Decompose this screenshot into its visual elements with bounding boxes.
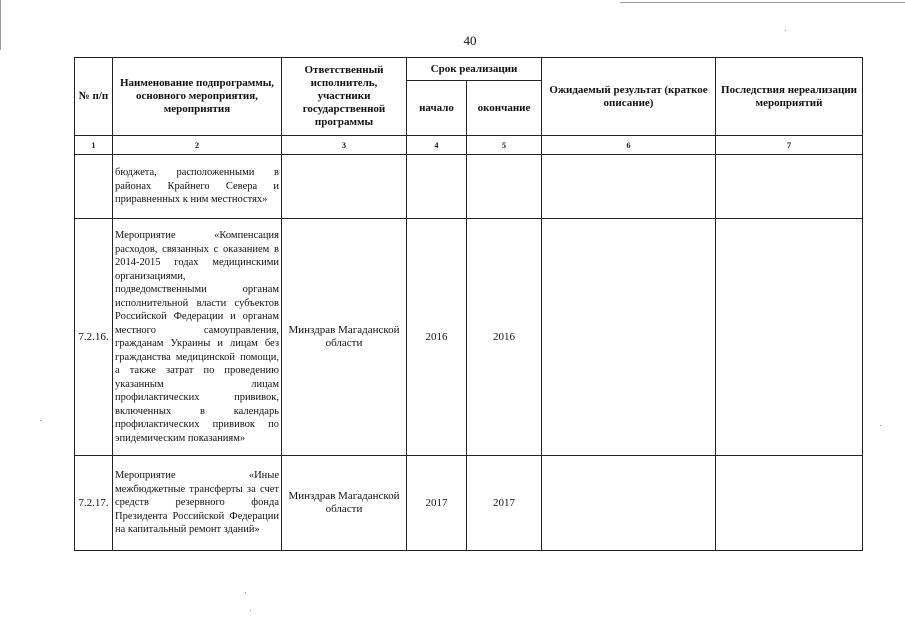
row-start: 2017 <box>407 456 467 551</box>
column-number: 1 <box>75 136 113 155</box>
row-name: Мероприятие «Компенсация расходов, связанных с оказанием в 2014-2015 годах медицинскими организациями, подведомственными органам исполнительной власти субъектов Российской Федерации и органам местного самоуправления, гражданам Украины и лицам без гражданства медицинской помощи, а также затрат по проведению указанным лицам профилактических прививок, включенных в календарь профилактических прививок по эпидемическим показаниям» <box>113 219 282 456</box>
row-start: 2016 <box>407 219 467 456</box>
row-result <box>542 456 716 551</box>
header-num: № п/п <box>75 58 113 136</box>
table-row <box>75 456 863 551</box>
header-period: Срок реализации <box>407 58 542 81</box>
scan-speck <box>245 592 246 593</box>
row-num <box>75 155 113 219</box>
row-start <box>407 155 467 219</box>
row-end: 2016 <box>467 219 542 456</box>
column-number: 4 <box>407 136 467 155</box>
header-executor: Ответственный исполнитель, участники государственной программы <box>282 58 407 136</box>
column-number: 6 <box>542 136 716 155</box>
row-end <box>467 155 542 219</box>
row-end: 2017 <box>467 456 542 551</box>
column-number-row <box>75 136 863 155</box>
row-result <box>542 155 716 219</box>
header-name: Наименование подпрограммы, основного мероприятия, мероприятия <box>113 58 282 136</box>
page-number: 40 <box>463 33 477 48</box>
row-name: бюджета, расположенными в районах Крайнего Севера и приравненных к ним местностях» <box>113 155 282 219</box>
table-row <box>75 219 863 456</box>
scan-edge-line-left <box>0 0 1 50</box>
row-name: Мероприятие «Иные межбюджетные трансферты за счет средств резервного фонда Президента Российской Федерации на капитальный ремонт зданий» <box>113 456 282 551</box>
table-row <box>75 155 863 219</box>
row-result <box>542 219 716 456</box>
row-num: 7.2.17. <box>75 456 113 551</box>
header-result: Ожидаемый результат (краткое описание) <box>542 58 716 136</box>
row-consequences <box>716 219 863 456</box>
header-row-1 <box>75 58 863 81</box>
column-number: 5 <box>467 136 542 155</box>
row-consequences <box>716 456 863 551</box>
column-number: 7 <box>716 136 863 155</box>
header-start: начало <box>407 81 467 136</box>
scan-speck <box>880 425 881 426</box>
program-measures-table <box>74 57 863 551</box>
scan-speck <box>40 420 41 421</box>
row-consequences <box>716 155 863 219</box>
scan-speck <box>785 30 786 31</box>
header-consequences: Последствия нереализации мероприятий <box>716 58 863 136</box>
row-executor: Минздрав Магаданской области <box>282 219 407 456</box>
row-executor: Минздрав Магаданской области <box>282 456 407 551</box>
column-number: 3 <box>282 136 407 155</box>
header-end: окончание <box>467 81 542 136</box>
column-number: 2 <box>113 136 282 155</box>
scan-speck <box>250 610 251 611</box>
row-num: 7.2.16. <box>75 219 113 456</box>
scan-edge-line <box>620 2 905 3</box>
row-executor <box>282 155 407 219</box>
